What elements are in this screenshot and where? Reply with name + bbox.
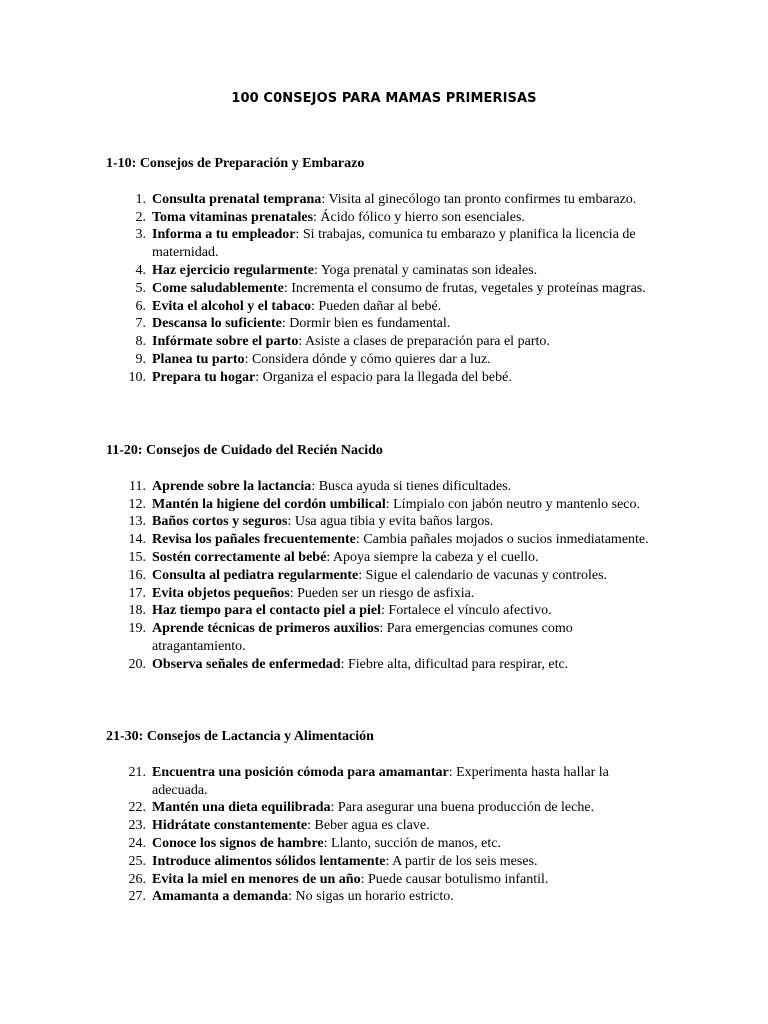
list-item xyxy=(106,531,666,549)
section-heading: 21-30: Consejos de Lactancia y Alimentación xyxy=(106,729,374,744)
list-item xyxy=(106,478,666,496)
item-title: Planea tu parto xyxy=(152,351,245,367)
item-text: : Organiza el espacio para la llegada del bebé. xyxy=(255,369,512,385)
item-number: 5. xyxy=(135,280,146,296)
item-number: 8. xyxy=(135,334,146,350)
item-text: : Fiebre alta, dificultad para respirar, etc. xyxy=(340,656,569,672)
item-number: 27. xyxy=(128,889,146,905)
item-number: 18. xyxy=(128,603,146,619)
item-number: 1. xyxy=(135,191,146,207)
list-item xyxy=(106,567,666,585)
item-number: 26. xyxy=(128,871,146,887)
item-title: Conoce los signos de hambre xyxy=(152,835,324,851)
item-title: Haz ejercicio regularmente xyxy=(152,262,314,278)
list-item xyxy=(106,209,666,227)
list-item xyxy=(106,835,666,853)
list-item xyxy=(106,853,666,871)
item-text: : Llanto, succión de manos, etc. xyxy=(323,835,501,851)
item-text: : Apoya siempre la cabeza y el cuello. xyxy=(326,549,539,565)
item-text: : A partir de los seis meses. xyxy=(385,853,538,869)
list-item xyxy=(106,369,666,387)
section-heading: 11-20: Consejos de Cuidado del Recién Nacido xyxy=(106,443,383,458)
list-item xyxy=(106,656,666,674)
item-title: Aprende técnicas de primeros auxilios xyxy=(152,621,380,637)
item-title: Come saludablemente xyxy=(152,280,284,296)
item-text: : Incrementa el consumo de frutas, vegetales y proteínas magras. xyxy=(283,280,646,296)
item-number: 11. xyxy=(129,478,146,494)
item-title: Hidrátate constantemente xyxy=(152,818,308,834)
list-item xyxy=(106,764,666,800)
item-title: Aprende sobre la lactancia xyxy=(152,478,312,494)
list-item xyxy=(106,351,666,369)
list-item xyxy=(106,871,666,889)
item-text: : Pueden dañar al bebé. xyxy=(311,298,442,314)
list-item xyxy=(106,298,666,316)
item-text: : Considera dónde y cómo quieres dar a luz. xyxy=(244,351,491,367)
item-title: Baños cortos y seguros xyxy=(152,514,288,530)
list-item xyxy=(106,513,666,531)
item-text: : Usa agua tibia y evita baños largos. xyxy=(287,514,494,530)
item-text: : Límpialo con jabón neutro y mantenlo seco. xyxy=(385,496,641,512)
item-number: 24. xyxy=(128,835,146,851)
item-number: 9. xyxy=(135,351,146,367)
item-text: : Puede causar botulismo infantil. xyxy=(360,871,549,887)
tips-list xyxy=(106,764,666,906)
item-number: 22. xyxy=(128,800,146,816)
item-title: Amamanta a demanda xyxy=(152,889,289,905)
item-title: Evita la miel en menores de un año xyxy=(152,871,361,887)
item-title: Observa señales de enfermedad xyxy=(152,656,341,672)
list-item xyxy=(106,888,666,906)
section-heading: 1-10: Consejos de Preparación y Embarazo xyxy=(106,156,365,171)
list-item xyxy=(106,226,666,262)
item-title: Descansa lo suficiente xyxy=(152,316,282,332)
list-item xyxy=(106,620,666,656)
list-item xyxy=(106,817,666,835)
item-text: : Experimenta hasta hallar la adecuada. xyxy=(152,764,609,798)
item-text: : Si trabajas, comunica tu embarazo y planifica la licencia de maternidad. xyxy=(152,227,636,261)
list-item xyxy=(106,280,666,298)
list-item xyxy=(106,191,666,209)
list-item xyxy=(106,799,666,817)
item-text: : Beber agua es clave. xyxy=(307,818,430,834)
item-text: : Ácido fólico y hierro son esenciales. xyxy=(313,209,525,225)
item-title: Evita objetos pequeños xyxy=(152,585,290,601)
item-title: Prepara tu hogar xyxy=(152,369,256,385)
item-title: Consulta prenatal temprana xyxy=(152,191,322,207)
item-text: : Busca ayuda si tienes dificultades. xyxy=(311,478,512,494)
list-item xyxy=(106,315,666,333)
item-text: : No sigas un horario estricto. xyxy=(288,889,454,905)
item-text: : Para emergencias comunes como atragantamiento. xyxy=(152,621,573,654)
item-text: : Dormir bien es fundamental. xyxy=(281,316,451,332)
item-text: : Visita al ginecólogo tan pronto confirmes tu embarazo. xyxy=(321,191,637,207)
item-text: : Asiste a clases de preparación para el parto. xyxy=(298,334,550,350)
item-title: Consulta al pediatra regularmente xyxy=(152,567,359,583)
item-text: : Fortalece el vínculo afectivo. xyxy=(381,603,552,619)
item-number: 4. xyxy=(135,262,146,278)
item-title: Evita el alcohol y el tabaco xyxy=(152,298,312,314)
item-title: Haz tiempo para el contacto piel a piel xyxy=(152,603,382,619)
item-title: Toma vitaminas prenatales xyxy=(152,209,314,225)
item-text: : Sigue el calendario de vacunas y controles. xyxy=(358,567,608,583)
item-number: 21. xyxy=(128,764,146,780)
item-number: 7. xyxy=(135,316,146,332)
item-number: 13. xyxy=(128,514,146,530)
item-text: : Pueden ser un riesgo de asfixia. xyxy=(289,585,475,601)
tips-list xyxy=(106,191,666,387)
item-title: Mantén la higiene del cordón umbilical xyxy=(152,496,386,512)
item-number: 23. xyxy=(128,818,146,834)
list-item xyxy=(106,262,666,280)
item-number: 16. xyxy=(128,567,146,583)
item-text: : Yoga prenatal y caminatas son ideales. xyxy=(313,262,538,278)
section-lactation-feeding xyxy=(106,728,666,906)
item-title: Encuentra una posición cómoda para amamantar xyxy=(152,764,449,780)
list-item xyxy=(106,602,666,620)
item-number: 6. xyxy=(135,298,146,314)
item-number: 12. xyxy=(128,496,146,512)
item-title: Sostén correctamente al bebé xyxy=(152,549,327,565)
section-newborn-care xyxy=(106,442,666,674)
item-number: 25. xyxy=(128,853,146,869)
list-item xyxy=(106,333,666,351)
item-title: Infórmate sobre el parto xyxy=(152,334,299,350)
item-title: Mantén una dieta equilibrada xyxy=(152,800,331,816)
list-item xyxy=(106,549,666,567)
document-title: 100 C0NSEJOS PARA MAMAS PRIMERISAS xyxy=(231,91,537,106)
item-number: 14. xyxy=(128,532,146,548)
item-number: 2. xyxy=(135,209,146,225)
section-preparation xyxy=(106,155,666,387)
item-number: 3. xyxy=(135,227,146,243)
item-number: 17. xyxy=(128,585,146,601)
item-number: 10. xyxy=(128,369,146,385)
list-item xyxy=(106,585,666,603)
item-number: 20. xyxy=(128,656,146,672)
item-number: 15. xyxy=(128,549,146,565)
item-title: Informa a tu empleador xyxy=(152,227,296,243)
item-number: 19. xyxy=(128,621,146,637)
item-text: : Cambia pañales mojados o sucios inmediatamente. xyxy=(355,532,649,548)
item-title: Revisa los pañales frecuentemente xyxy=(152,532,356,548)
list-item xyxy=(106,496,666,514)
tips-list xyxy=(106,478,666,674)
item-title: Introduce alimentos sólidos lentamente xyxy=(152,853,386,869)
item-text: : Para asegurar una buena producción de leche. xyxy=(330,800,595,816)
